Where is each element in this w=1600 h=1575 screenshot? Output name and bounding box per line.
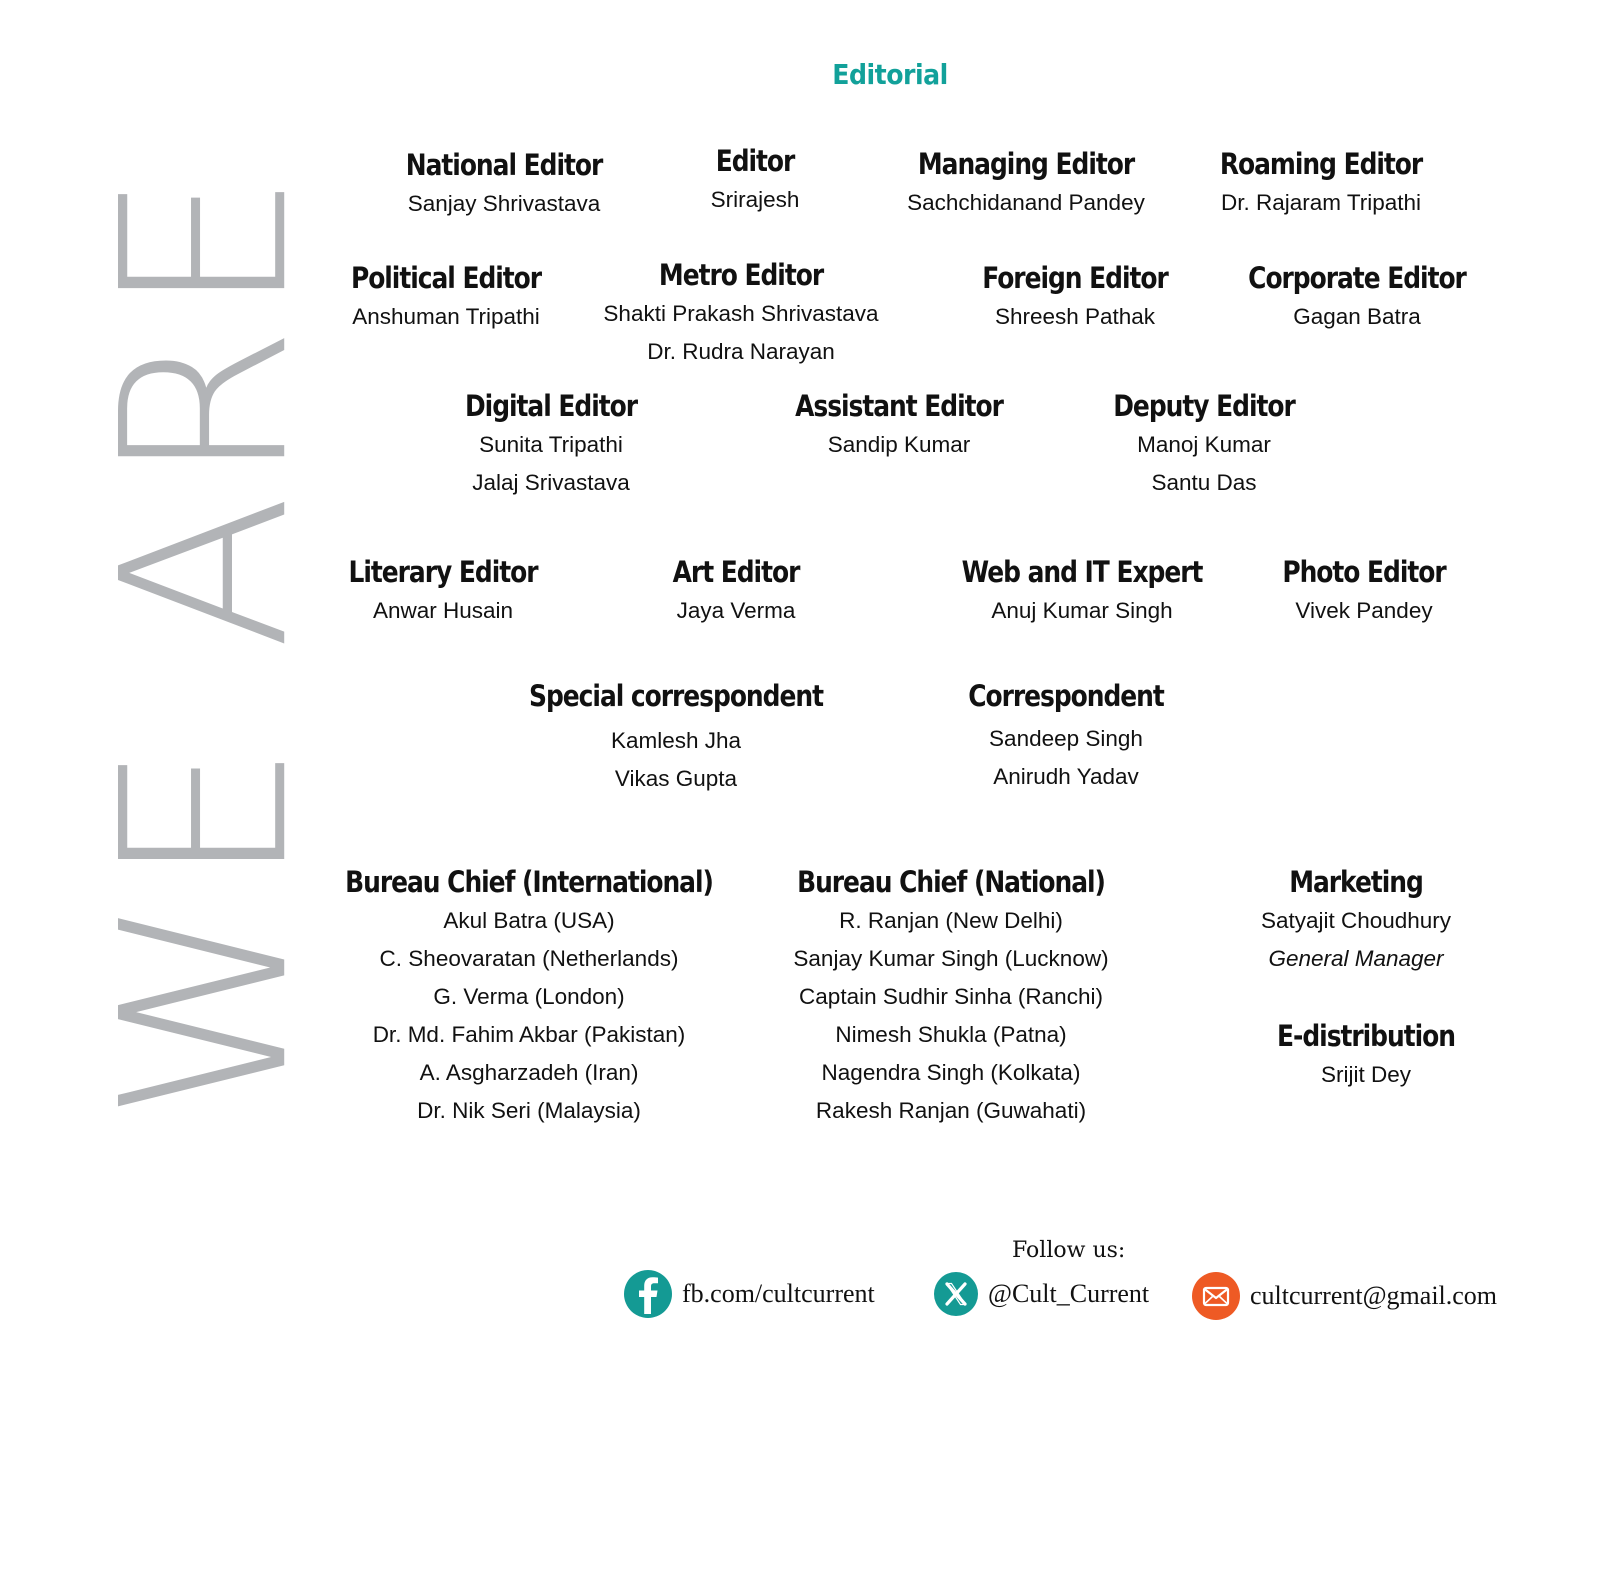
x-icon bbox=[934, 1272, 978, 1316]
role-heading: Managing Editor bbox=[917, 147, 1135, 181]
staff-name: Srijit Dey bbox=[1320, 1062, 1412, 1087]
facebook-link[interactable] bbox=[624, 1270, 875, 1318]
managing-editor-block bbox=[900, 144, 1151, 222]
photo-editor-block bbox=[1269, 552, 1459, 630]
staff-name: C. Sheovaratan (Netherlands) bbox=[379, 946, 679, 971]
staff-name: A. Asgharzadeh (Iran) bbox=[419, 1060, 639, 1085]
staff-name: Shakti Prakash Shrivastava bbox=[603, 301, 879, 326]
role-heading: Editor bbox=[715, 144, 795, 178]
staff-name: Srirajesh bbox=[710, 187, 800, 212]
staff-name: Manoj Kumar bbox=[1137, 432, 1271, 457]
staff-name: Gagan Batra bbox=[1293, 304, 1421, 329]
staff-name: Vivek Pandey bbox=[1295, 598, 1433, 623]
bureau-chief-international-block bbox=[315, 862, 743, 1130]
role-heading: Political Editor bbox=[350, 261, 542, 295]
role-heading: Web and IT Expert bbox=[961, 555, 1203, 589]
role-heading: Special correspondent bbox=[529, 679, 823, 713]
staff-name: Dr. Nik Seri (Malaysia) bbox=[417, 1098, 641, 1123]
national-editor-block bbox=[390, 145, 618, 223]
staff-name: Jaya Verma bbox=[676, 598, 796, 623]
staff-name: Sandeep Singh bbox=[989, 726, 1143, 751]
staff-name: Dr. Rajaram Tripathi bbox=[1220, 190, 1422, 215]
email-address: cultcurrent@gmail.com bbox=[1250, 1281, 1498, 1310]
role-heading: Digital Editor bbox=[465, 389, 637, 423]
role-heading: Foreign Editor bbox=[982, 261, 1168, 295]
deputy-editor-block bbox=[1098, 386, 1309, 502]
x-handle: @Cult_Current bbox=[988, 1279, 1150, 1308]
role-heading: Assistant Editor bbox=[795, 389, 1003, 423]
page-title: Editorial bbox=[832, 58, 948, 91]
side-title bbox=[72, 161, 339, 1123]
role-heading: Metro Editor bbox=[658, 258, 824, 292]
staff-name: Sanjay Shrivastava bbox=[407, 191, 601, 216]
staff-name: Sanjay Kumar Singh (Lucknow) bbox=[793, 946, 1109, 971]
staff-name: Anwar Husain bbox=[372, 598, 514, 623]
staff-name: Rakesh Ranjan (Guwahati) bbox=[815, 1098, 1087, 1123]
role-heading: Deputy Editor bbox=[1113, 389, 1295, 423]
roaming-editor-block bbox=[1203, 144, 1438, 222]
role-heading: Bureau Chief (National) bbox=[797, 865, 1105, 899]
correspondent-block bbox=[952, 676, 1179, 796]
digital-editor-block bbox=[451, 386, 651, 502]
staff-name: Anshuman Tripathi bbox=[352, 304, 540, 329]
role-heading: Photo Editor bbox=[1282, 555, 1446, 589]
role-heading: Correspondent bbox=[968, 679, 1164, 713]
staff-name: Anirudh Yadav bbox=[993, 764, 1139, 789]
staff-name: Captain Sudhir Sinha (Ranchi) bbox=[799, 984, 1103, 1009]
marketing-block bbox=[1261, 862, 1451, 978]
staff-name: Akul Batra (USA) bbox=[443, 908, 615, 933]
staff-name: Dr. Md. Fahim Akbar (Pakistan) bbox=[372, 1022, 686, 1047]
staff-title: General Manager bbox=[1268, 946, 1444, 971]
side-title-text: WE ARE bbox=[72, 161, 339, 1123]
editor-block bbox=[709, 141, 800, 219]
role-heading: Art Editor bbox=[672, 555, 800, 589]
staff-name: Kamlesh Jha bbox=[610, 728, 742, 753]
corporate-editor-block bbox=[1230, 258, 1483, 336]
bureau-chief-national-block bbox=[772, 862, 1130, 1130]
follow-us-label: Follow us: bbox=[1012, 1238, 1126, 1263]
staff-name: Nagendra Singh (Kolkata) bbox=[821, 1060, 1081, 1085]
staff-name: Dr. Rudra Narayan bbox=[647, 339, 835, 364]
staff-name: Anuj Kumar Singh bbox=[991, 598, 1173, 623]
staff-name: G. Verma (London) bbox=[433, 984, 625, 1009]
staff-name: Santu Das bbox=[1151, 470, 1257, 495]
role-heading: Corporate Editor bbox=[1248, 261, 1466, 295]
special-correspondent-block bbox=[505, 676, 847, 798]
role-heading: National Editor bbox=[405, 148, 603, 182]
staff-name: Sunita Tripathi bbox=[479, 432, 623, 457]
staff-name: R. Ranjan (New Delhi) bbox=[839, 908, 1063, 933]
facebook-handle: fb.com/cultcurrent bbox=[682, 1279, 875, 1308]
role-heading: E-distribution bbox=[1277, 1019, 1455, 1053]
metro-editor-block bbox=[603, 255, 878, 371]
staff-name: Satyajit Choudhury bbox=[1260, 908, 1452, 933]
e-distribution-block bbox=[1263, 1016, 1470, 1094]
facebook-icon bbox=[624, 1270, 672, 1318]
staff-name: Sandip Kumar bbox=[827, 432, 971, 457]
email-icon bbox=[1192, 1272, 1240, 1320]
staff-name: Jalaj Srivastava bbox=[472, 470, 630, 495]
role-heading: Marketing bbox=[1289, 865, 1423, 899]
staff-name: Sachchidanand Pandey bbox=[907, 190, 1145, 215]
email-link[interactable] bbox=[1192, 1272, 1497, 1320]
x-link[interactable] bbox=[934, 1272, 1149, 1316]
foreign-editor-block bbox=[967, 258, 1183, 336]
art-editor-block bbox=[662, 552, 809, 630]
role-heading: Roaming Editor bbox=[1219, 147, 1423, 181]
political-editor-block bbox=[335, 258, 556, 336]
web-it-expert-block bbox=[942, 552, 1222, 630]
role-heading: Bureau Chief (International) bbox=[345, 865, 713, 899]
literary-editor-block bbox=[333, 552, 553, 630]
role-heading: Literary Editor bbox=[348, 555, 538, 589]
staff-name: Shreesh Pathak bbox=[994, 304, 1156, 329]
assistant-editor-block bbox=[778, 386, 1020, 464]
staff-name: Vikas Gupta bbox=[614, 766, 738, 791]
staff-name: Nimesh Shukla (Patna) bbox=[835, 1022, 1067, 1047]
